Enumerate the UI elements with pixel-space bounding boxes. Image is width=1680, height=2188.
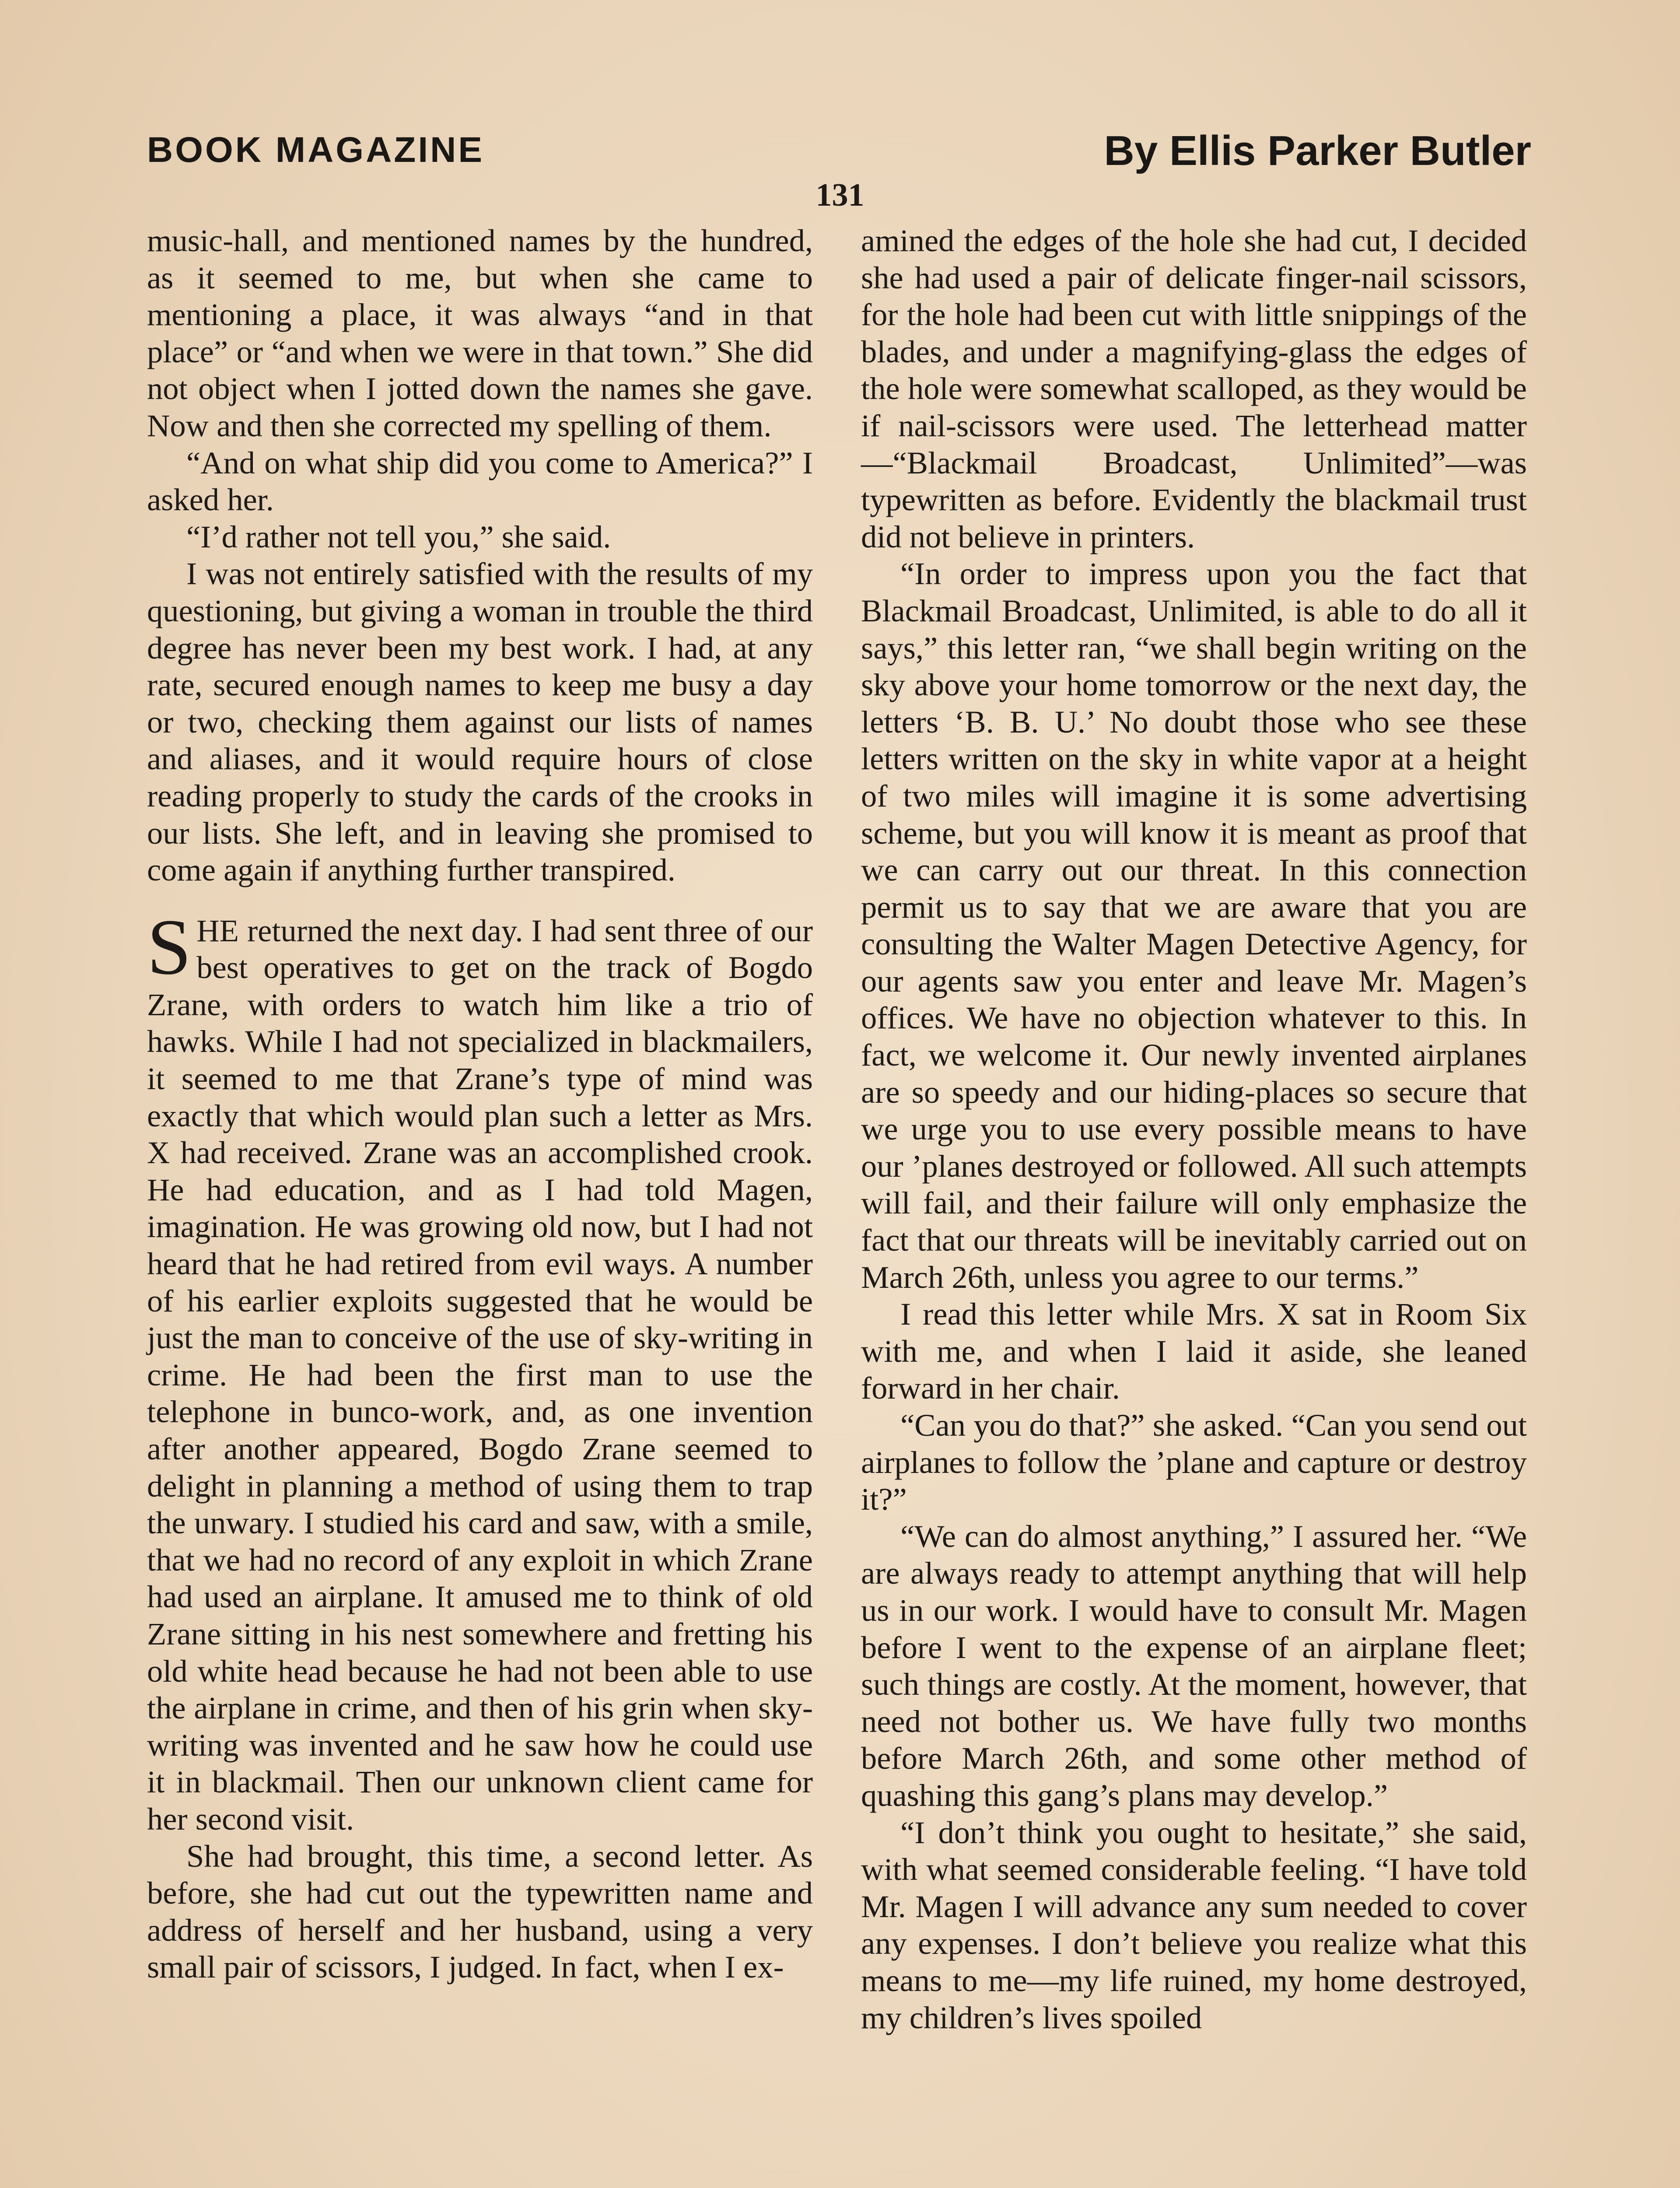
- running-header-magazine: BOOK MAGAZINE: [147, 130, 485, 170]
- paragraph: She had brought, this time, a second letter. As before, she had cut out the typewritten name and address of herself and her husband, using a very small pair of scissors, I judged. In fact, when I ex-: [147, 1838, 813, 1985]
- section-paragraph: [147, 903, 813, 1838]
- right-text-column: [861, 222, 1527, 2036]
- left-text-column: [147, 222, 813, 1986]
- running-header-author: By Ellis Parker Butler: [1104, 127, 1531, 174]
- paragraph: “And on what ship did you come to America?” I asked her.: [147, 445, 813, 518]
- paragraph: “I’d rather not tell you,” she said.: [186, 519, 611, 554]
- paragraph: amined the edges of the hole she had cut, I decided she had used a pair of delicate finger-nail scissors, for the hole had been cut with little snippings of the blades, and under a magnifying-glass the edges of the hole were somewhat scalloped, as they would be if nail-scissors were used. The letterhead matter—“Blackmail Broadcast, Unlimited”—was typewritten as before. Evidently the blackmail trust did not believe in printers.: [861, 223, 1527, 554]
- paragraph: music-hall, and mentioned names by the hundred, as it seemed to me, but when she came to mentioning a place, it was always “and in that place” or “and when we were in that town.” She did not object when I jotted down the names she gave. Now and then she corrected my spelling of them.: [147, 223, 813, 443]
- drop-cap: S: [147, 903, 192, 991]
- paragraph: I was not entirely satisfied with the results of my questioning, but giving a woman in trouble the third degree has never been my best work. I had, at any rate, secured enough names to keep me busy a day or two, checking them against our lists of names and aliases, and it would require hours of close reading properly to study the cards of the crooks in our lists. She left, and in leaving she promised to come again if anything further transpired.: [147, 556, 813, 888]
- paragraph: “I don’t think you ought to hesitate,” she said, with what seemed considerable feeling. “I have told Mr. Magen I will advance any sum needed to cover any expenses. I don’t believe you realize what this means to me—my life ruined, my home destroyed, my children’s lives spoiled: [861, 1814, 1527, 2035]
- paragraph: I read this letter while Mrs. X sat in Room Six with me, and when I laid it aside, she leaned forward in her chair.: [861, 1296, 1527, 1406]
- paragraph: “In order to impress upon you the fact that Blackmail Broadcast, Unlimited, is able to do all it says,” this letter ran, “we shall begin writing on the sky above your home tomorrow or the next day, the letters ‘B. B. U.’ No doubt those who see these letters written on the sky in white vapor at a height of two miles will imagine it is some advertising scheme, but you will know it is meant as proof that we can carry out our threat. In this connection permit us to say that we are aware that you are consulting the Walter Magen Detective Agency, for our agents saw you enter and leave Mr. Magen’s offices. We have no objection whatever to this. In fact, we welcome it. Our newly invented airplanes are so speedy and our hiding-places so secure that we urge you to use every possible means to have our ’planes destroyed or followed. All such attempts will fail, and their failure will only emphasize the fact that our threats will be inevitably carried out on March 26th, unless you agree to our terms.”: [861, 556, 1527, 1295]
- section-paragraph-text: HE returned the next day. I had sent three of our best operatives to get on the track of Bogdo Zrane, with orders to watch him like a trio of hawks. While I had not specialized in blackmailers, it seemed to me that Zrane’s type of mind was exactly that which would plan such a letter as Mrs. X had received. Zrane was an accomplished crook. He had education, and as I had told Magen, imagination. He was growing old now, but I had not heard that he had retired from evil ways. A number of his earlier exploits suggested that he would be just the man to conceive of the use of sky-writing in crime. He had been the first man to use the telephone in bunco-work, and, as one invention after another appeared, Bogdo Zrane seemed to delight in planning a method of using them to trap the unwary. I studied his card and saw, with a smile, that we had no record of any exploit in which Zrane had used an airplane. It amused me to think of old Zrane sitting in his nest somewhere and fretting his old white head because he had not been able to use the airplane in crime, and then of his grin when sky-writing was invented and he saw how he could use it in blackmail. Then our unknown client came for her second visit.: [147, 912, 813, 1837]
- page-number: 131: [816, 177, 864, 213]
- paragraph: “We can do almost anything,” I assured her. “We are always ready to attempt anything that will help us in our work. I would have to consult Mr. Magen before I went to the expense of an airplane fleet; such things are costly. At the moment, however, that need not bother us. We have fully two months before March 26th, and some other method of quashing this gang’s plans may develop.”: [861, 1518, 1527, 1813]
- paragraph: “Can you do that?” she asked. “Can you send out airplanes to follow the ’plane and capture or destroy it?”: [861, 1407, 1527, 1517]
